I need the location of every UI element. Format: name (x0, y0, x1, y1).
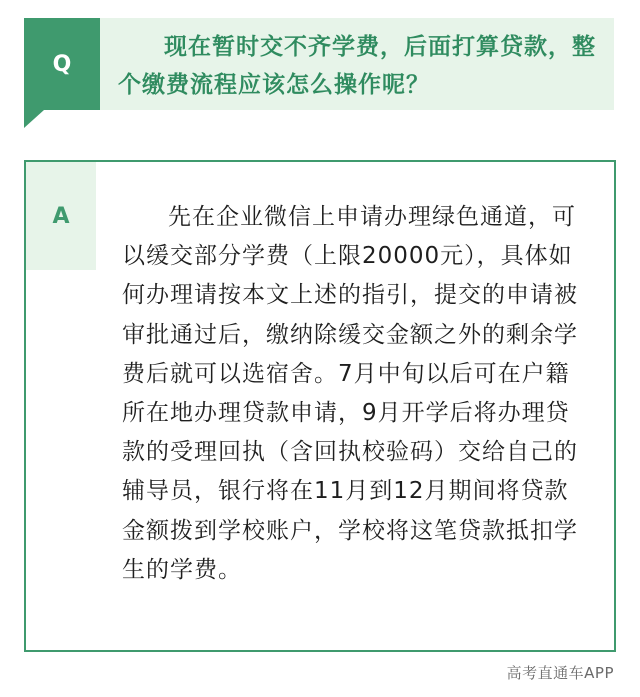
question-text: 现在暂时交不齐学费，后面打算贷款，整个缴费流程应该怎么操作呢？ (118, 34, 596, 98)
answer-label: A (52, 203, 70, 229)
question-label: Q (52, 51, 72, 77)
watermark: 高考直通车APP (506, 664, 614, 682)
question-badge-tail (24, 110, 44, 128)
answer-text: 先在企业微信上申请办理绿色通道，可以缓交部分学费（上限20000元），具体如何办理请按本文上述的指引，提交的申请被审批通过后，缴纳除缓交金额之外的剩余学费后就可以选宿舍。7月中旬以后可在户籍所在地办理贷款申请，9月开学后将办理贷款的受理回执（含回执校验码）交给自己的辅导员，银行将在11月到12月期间将贷款金额拨到学校账户，学校将这笔贷款抵扣学生的学费。 (122, 204, 578, 583)
